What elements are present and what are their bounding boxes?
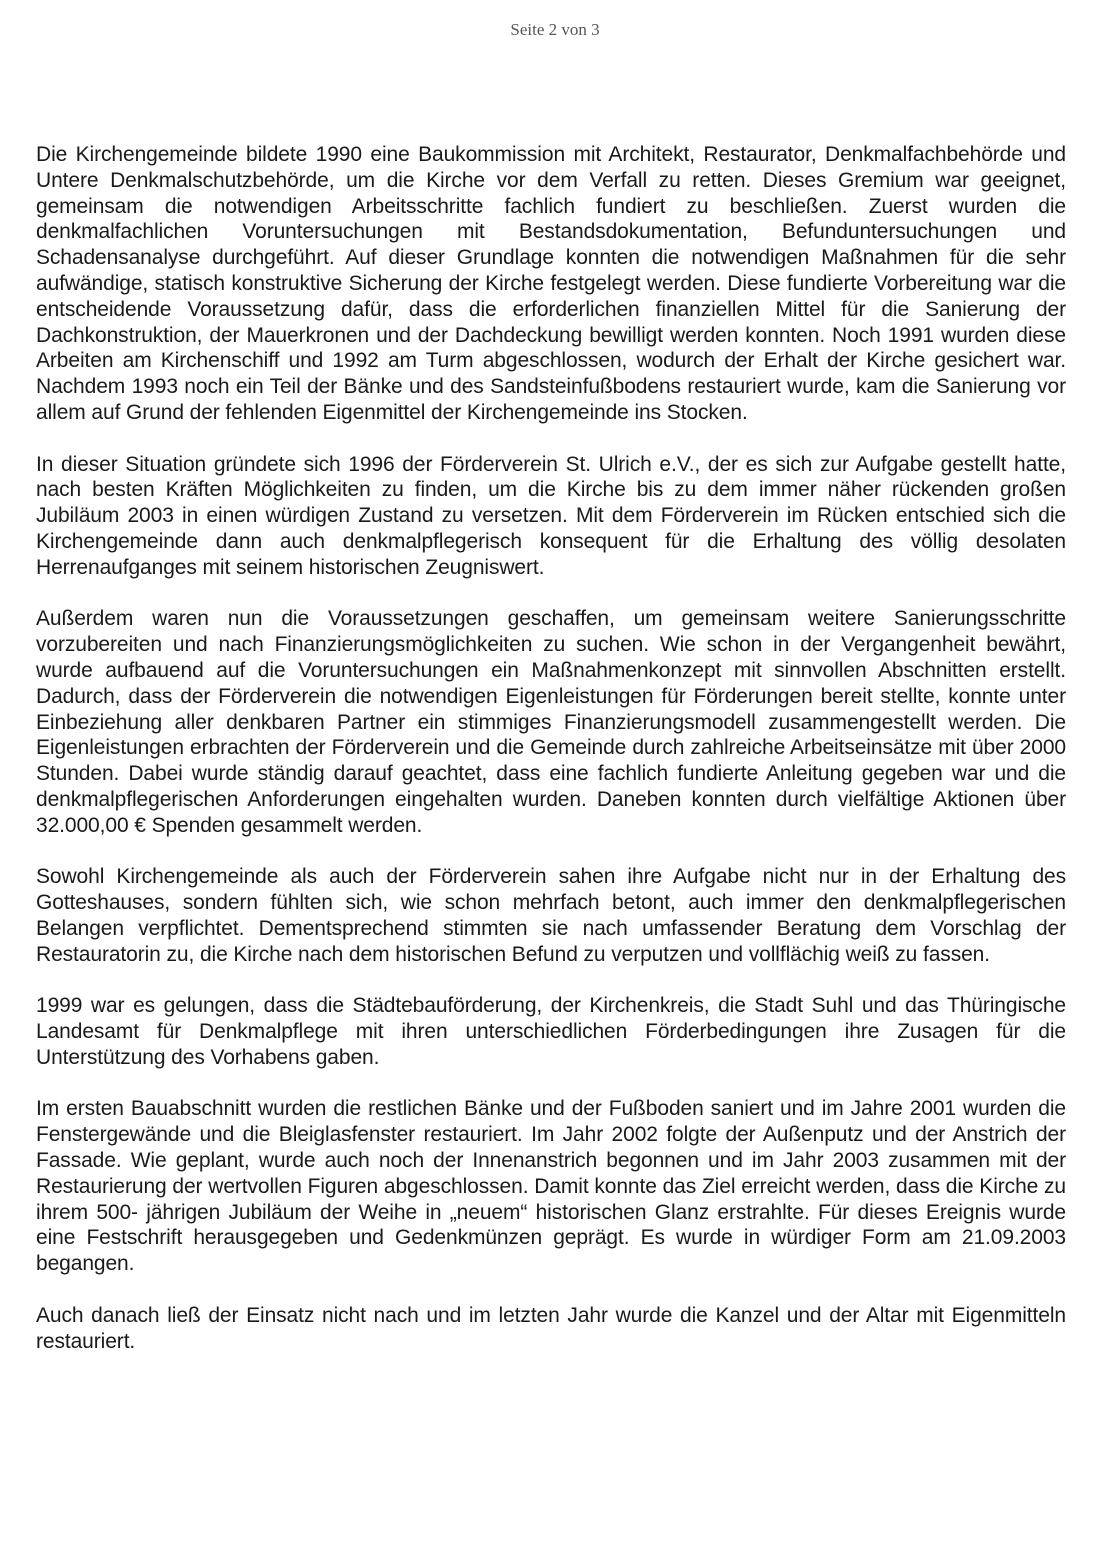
paragraph-bauabschnitte: Im ersten Bauabschnitt wurden die restlichen Bänke und der Fußboden saniert und im Jahre 2001 wurden die Fenstergewände und die Bleiglasfenster restauriert. Im Jahr 2002 folgte der Außenputz und der Anstrich der Fassade. Wie geplant, wurde auch noch der Innenanstrich begonnen und im Jahr 2003 zusammen mit der Restaurierung der wertvollen Figuren abgeschlossen. Damit konnte das Ziel erreicht werden, dass die Kirche zu ihrem 500- jährigen Jubiläum der Weihe in „neuem“ historischen Glanz erstrahlte. Für dieses Ereignis wurde eine Festschrift herausgegeben und Gedenkmünzen geprägt. Es wurde in würdiger Form am 21.09.2003 begangen. xyxy=(36,1097,1066,1276)
paragraph-sanierungsschritte: Außerdem waren nun die Voraussetzungen geschaffen, um gemeinsam weitere Sanierungsschritte vorzubereiten und nach Finanzierungsmöglichkeiten zu suchen. Wie schon in der Vergangenheit bewährt, wurde aufbauend auf die Voruntersuchungen ein Maßnahmenkonzept mit sinnvollen Abschnitten erstellt. Dadurch, dass der Förderverein die notwendigen Eigenleistungen für Förderungen bereit stellte, konnte unter Einbeziehung aller denkbaren Partner ein stimmiges Finanzierungsmodell zusammengestellt werden. Die Eigenleistungen erbrachten der Förderverein und die Gemeinde durch zahlreiche Arbeitseinsätze mit über 2000 Stunden. Dabei wurde ständig darauf geachtet, dass eine fachlich fundierte Anleitung gegeben war und die denkmalpflegerischen Anforderungen eingehalten wurden. Daneben konnten durch vielfältige Aktionen über 32.000,00 € Spenden gesammelt werden. xyxy=(36,607,1066,837)
paragraph-baukommission: Die Kirchengemeinde bildete 1990 eine Baukommission mit Architekt, Restaurator, Denkmalfachbehörde und Untere Denkmalschutzbehörde, um die Kirche vor dem Verfall zu retten. Dieses Gremium war geeignet, gemeinsam die notwendigen Arbeitsschritte fachlich fundiert zu beschließen. Zuerst wurden die denkmalfachlichen Voruntersuchungen mit Bestandsdokumentation, Befunduntersuchungen und Schadensanalyse durchgeführt. Auf dieser Grundlage konnten die notwendigen Maßnahmen für die sehr aufwändige, statisch konstruktive Sicherung der Kirche festgelegt werden. Diese fundierte Vorbereitung war die entscheidende Voraussetzung dafür, dass die erforderlichen finanziellen Mittel für die Sanierung der Dachkonstruktion, der Mauerkronen und der Dachdeckung bewilligt werden konnten. Noch 1991 wurden diese Arbeiten am Kirchenschiff und 1992 am Turm abgeschlossen, wodurch der Erhalt der Kirche gesichert war. Nachdem 1993 noch ein Teil der Bänke und des Sandsteinfußbodens restauriert wurde, kam die Sanierung vor allem auf Grund der fehlenden Eigenmittel der Kirchengemeinde ins Stocken. xyxy=(36,143,1066,424)
paragraph-denkmalpflege: Sowohl Kirchengemeinde als auch der Förderverein sahen ihre Aufgabe nicht nur in der Erhaltung des Gotteshauses, sondern fühlten sich, wie schon mehrfach betont, auch immer den denkmalpflegerischen Belangen verpflichtet. Dementsprechend stimmten sie nach umfassender Beratung dem Vorschlag der Restauratorin zu, die Kirche nach dem historischen Befund zu verputzen und vollflächig weiß zu fassen. xyxy=(36,865,1066,966)
paragraph-foerderverein-gruendung: In dieser Situation gründete sich 1996 der Förderverein St. Ulrich e.V., der es sich zur Aufgabe gestellt hatte, nach besten Kräften Möglichkeiten zu finden, um die Kirche bis zu dem immer näher rückenden großen Jubiläum 2003 in einen würdigen Zustand zu versetzen. Mit dem Förderverein im Rücken entschied sich die Kirchengemeinde dann auch denkmalpflegerisch konsequent für die Erhaltung des völlig desolaten Herrenaufganges mit seinem historischen Zeugniswert. xyxy=(36,452,1066,579)
document-body xyxy=(36,142,1066,1380)
paragraph-foerderzusagen-1999: 1999 war es gelungen, dass die Städtebauförderung, der Kirchenkreis, die Stadt Suhl und das Thüringische Landesamt für Denkmalpflege mit ihren unterschiedlichen Förderbedingungen ihre Zusagen für die Unterstützung des Vorhabens gaben. xyxy=(36,994,1066,1069)
page-number-header: Seite 2 von 3 xyxy=(510,20,600,39)
paragraph-kanzel-altar: Auch danach ließ der Einsatz nicht nach und im letzten Jahr wurde die Kanzel und der Altar mit Eigenmitteln restauriert. xyxy=(36,1303,1066,1353)
